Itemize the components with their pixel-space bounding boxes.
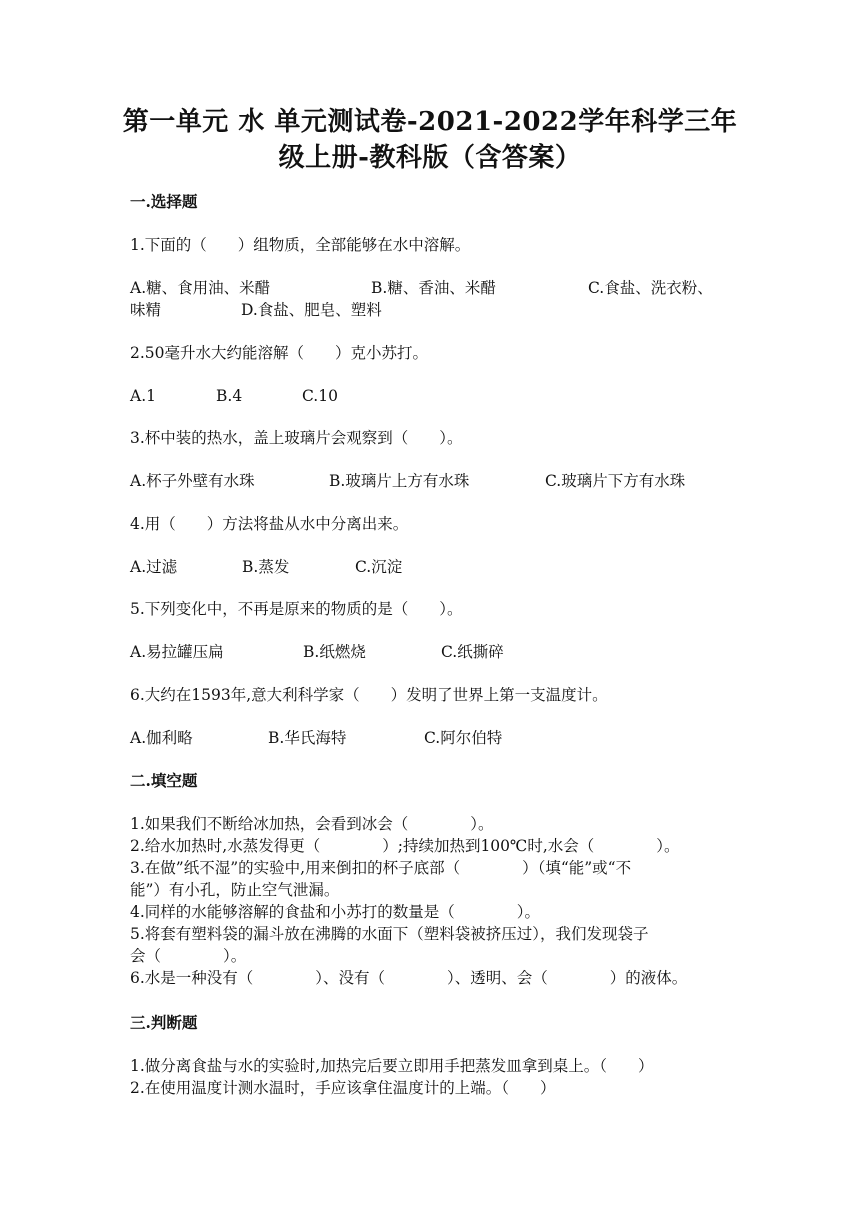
option: 味精: [130, 301, 162, 319]
option: A.糖、食用油、米醋: [130, 279, 271, 297]
true-false-line: 2.在使用温度计测水温时，手应该拿住温度计的上端。（ ）: [130, 1079, 556, 1097]
question-stem: 4.用（ ）方法将盐从水中分离出来。: [130, 515, 409, 533]
section-heading-true-false: 三.判断题: [130, 1013, 198, 1032]
section-heading-choice: 一.选择题: [130, 192, 198, 211]
option: C.食盐、洗衣粉、: [588, 279, 713, 297]
option: C.纸撕碎: [441, 643, 504, 661]
question-stem: 3.杯中装的热水，盖上玻璃片会观察到（ ）。: [130, 429, 463, 447]
question-stem: 5.下列变化中，不再是原来的物质的是（ ）。: [130, 600, 463, 618]
option: A.1: [130, 387, 156, 405]
question-stem: 2.50毫升水大约能溶解（ ）克小苏打。: [130, 344, 429, 362]
question-stem: 1.下面的（ ）组物质，全部能够在水中溶解。: [130, 236, 471, 254]
option: B.4: [216, 387, 243, 405]
option: B.糖、香油、米醋: [371, 279, 496, 297]
option: C.10: [302, 387, 338, 405]
option: A.伽利略: [130, 729, 193, 747]
option: C.阿尔伯特: [424, 729, 503, 747]
option: A.过滤: [130, 558, 178, 576]
option: B.蒸发: [242, 558, 290, 576]
option: B.玻璃片上方有水珠: [329, 472, 470, 490]
option: B.华氏海特: [268, 729, 347, 747]
section-heading-fill-blank: 二.填空题: [130, 771, 198, 790]
option: C.沉淀: [355, 558, 403, 576]
fill-blank-line: 1.如果我们不断给冰加热，会看到冰会（ ）。: [130, 815, 494, 833]
fill-blank-line: 会（ ）。: [130, 947, 247, 965]
title-line-2: 级上册-教科版（含答案）: [278, 143, 582, 173]
option: C.玻璃片下方有水珠: [545, 472, 686, 490]
true-false-line: 1.做分离食盐与水的实验时,加热完后要立即用手把蒸发皿拿到桌上。（ ）: [130, 1057, 654, 1075]
fill-blank-line: 6.水是一种没有（ ）、没有（ ）、透明、会（ ）的液体。: [130, 969, 688, 987]
document-title: [120, 104, 740, 176]
fill-blank-line: 能”）有小孔，防止空气泄漏。: [130, 881, 340, 899]
option: A.易拉罐压扁: [130, 643, 224, 661]
question-stem: 6.大约在1593年,意大利科学家（ ）发明了世界上第一支温度计。: [130, 686, 608, 704]
option: D.食盐、肥皂、塑料: [241, 301, 382, 319]
option: B.纸燃烧: [303, 643, 366, 661]
fill-blank-line: 5.将套有塑料袋的漏斗放在沸腾的水面下（塑料袋被挤压过），我们发现袋子: [130, 925, 649, 943]
title-line-1: 第一单元 水 单元测试卷-2021-2022学年科学三年: [122, 107, 738, 137]
fill-blank-line: 2.给水加热时,水蒸发得更（ ）;持续加热到100℃时,水会（ ）。: [130, 837, 680, 855]
fill-blank-line: 4.同样的水能够溶解的食盐和小苏打的数量是（ ）。: [130, 903, 541, 921]
option: A.杯子外壁有水珠: [130, 472, 255, 490]
fill-blank-line: 3.在做”纸不湿”的实验中,用来倒扣的杯子底部（ ）（填“能”或“不: [130, 859, 632, 877]
